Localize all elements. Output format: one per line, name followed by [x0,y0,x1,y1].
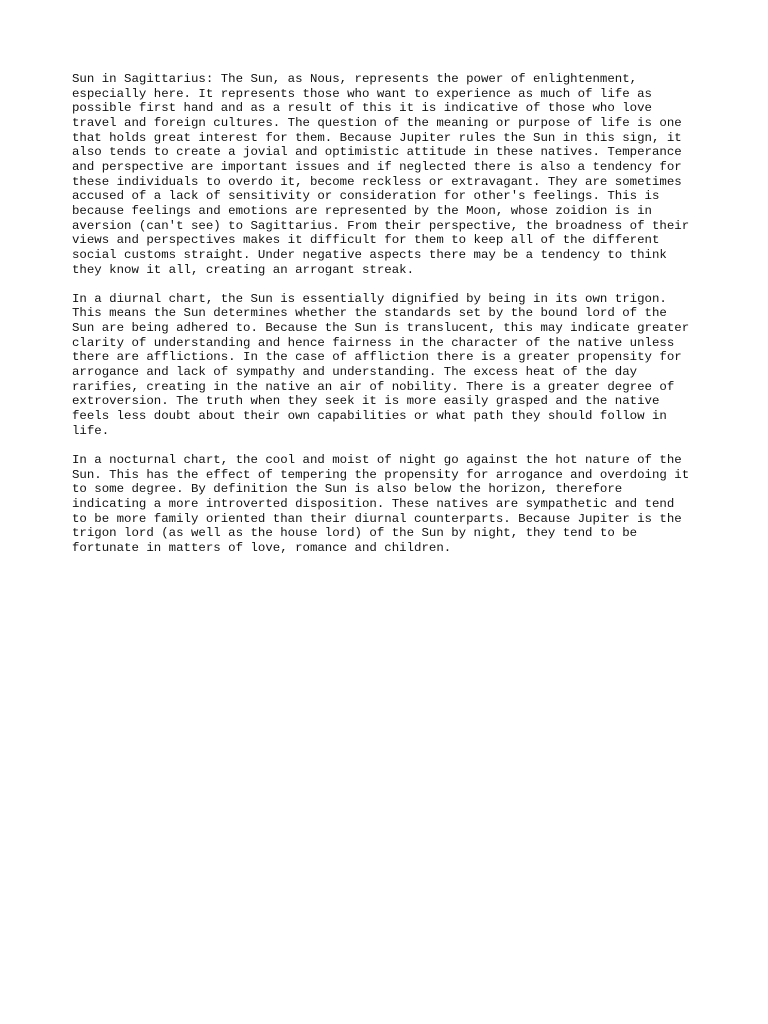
paragraph-sun-in-sagittarius: Sun in Sagittarius: The Sun, as Nous, represents the power of enlightenment, especially here. It represents those who want to experience as much of life as possible first hand and as a result of this it is indicative of those who love travel and foreign cultures. The question of the meaning or purpose of life is one that holds great interest for them. Because Jupiter rules the Sun in this sign, it also tends to create a jovial and optimistic attitude in these natives. Temperance and perspective are important issues and if neglected there is also a tendency for these individuals to overdo it, become reckless or extravagant. They are sometimes accused of a lack of sensitivity or consideration for other's feelings. This is because feelings and emotions are represented by the Moon, whose zoidion is in aversion (can't see) to Sagittarius. From their perspective, the broadness of their views and perspectives makes it difficult for them to keep all of the different social customs straight. Under negative aspects there may be a tendency to think they know it all, creating an arrogant streak. [72,72,690,277]
document-page [72,72,712,570]
paragraph-diurnal-chart: In a diurnal chart, the Sun is essentially dignified by being in its own trigon. This means the Sun determines whether the standards set by the bound lord of the Sun are being adhered to. Because the Sun is translucent, this may indicate greater clarity of understanding and hence fairness in the character of the native unless there are afflictions. In the case of affliction there is a greater propensity for arrogance and lack of sympathy and understanding. The excess heat of the day rarifies, creating in the native an air of nobility. There is a greater degree of extroversion. The truth when they seek it is more easily grasped and the native feels less doubt about their own capabilities or what path they should follow in life. [72,291,690,438]
paragraph-nocturnal-chart: In a nocturnal chart, the cool and moist of night go against the hot nature of the Sun. This has the effect of tempering the propensity for arrogance and overdoing it to some degree. By definition the Sun is also below the horizon, therefore indicating a more introverted disposition. These natives are sympathetic and tend to be more family oriented than their diurnal counterparts. Because Jupiter is the trigon lord (as well as the house lord) of the Sun by night, they tend to be fortunate in matters of love, romance and children. [72,453,690,555]
